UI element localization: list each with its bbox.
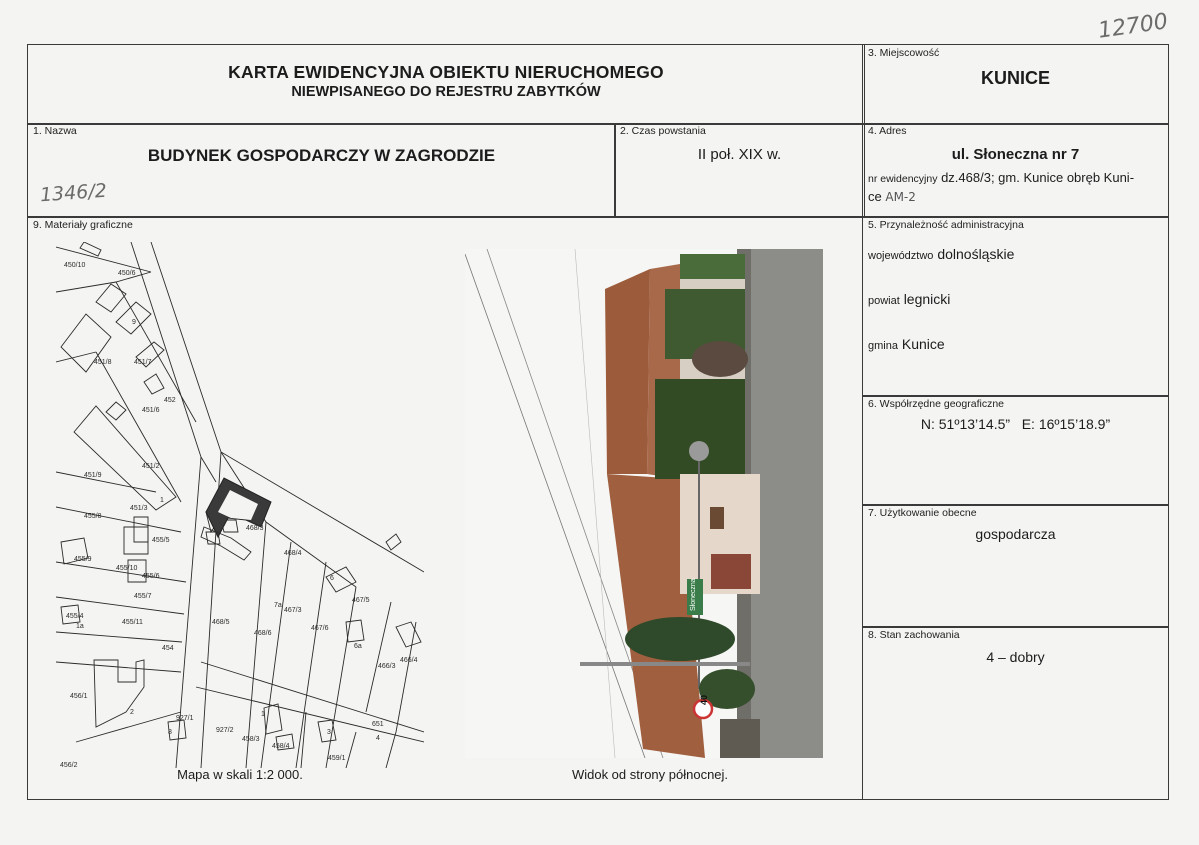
speed-limit-sign: 40	[699, 694, 709, 705]
svg-text:8: 8	[168, 729, 172, 736]
svg-text:467/6: 467/6	[311, 625, 329, 632]
svg-text:468/4: 468/4	[284, 550, 302, 557]
registry-prefix: nr ewidencyjny	[868, 173, 938, 185]
locality-value: KUNICE	[980, 68, 1050, 88]
svg-text:927/2: 927/2	[216, 727, 234, 734]
commune-value: Kunice	[901, 336, 945, 352]
voivodeship-prefix: województwo	[868, 250, 934, 262]
name-value: BUDYNEK GOSPODARCZY W ZAGRODZIE	[147, 146, 496, 165]
address-registry	[868, 169, 1164, 206]
svg-text:451/8: 451/8	[94, 359, 112, 366]
cadastral-map	[56, 242, 424, 768]
svg-text:1: 1	[160, 497, 164, 504]
svg-text:455/4: 455/4	[66, 613, 84, 620]
svg-text:468/6: 468/6	[254, 630, 272, 637]
svg-text:455/9: 455/9	[74, 556, 92, 563]
county-prefix: powiat	[868, 295, 900, 307]
registry-cont: ce	[868, 189, 882, 204]
svg-text:468/3: 468/3	[246, 525, 264, 532]
svg-text:455/11: 455/11	[122, 619, 143, 626]
svg-text:456/1: 456/1	[70, 693, 88, 700]
svg-text:451/7: 451/7	[134, 359, 152, 366]
admin-county	[868, 291, 950, 307]
svg-text:467/5: 467/5	[352, 597, 370, 604]
coords-value: N: 51º13’14.5” E: 16º15’18.9”	[920, 416, 1111, 432]
svg-text:451/2: 451/2	[142, 463, 160, 470]
form-subtitle: NIEWPISANEGO DO REJESTRU ZABYTKÓW	[291, 84, 601, 100]
svg-text:6: 6	[330, 575, 334, 582]
name-box	[27, 123, 616, 218]
photo-caption: Widok od strony północnej.	[571, 767, 729, 782]
date-value: II poł. XIX w.	[697, 146, 782, 163]
handwritten-address-note: AM-2	[885, 190, 916, 204]
svg-text:458/3: 458/3	[242, 736, 260, 743]
date-box	[614, 123, 865, 218]
svg-text:466/3: 466/3	[378, 663, 396, 670]
svg-text:451/9: 451/9	[84, 472, 102, 479]
svg-text:651: 651	[372, 721, 384, 728]
condition-label: 8. Stan zachowania	[868, 629, 960, 641]
admin-label: 5. Przynależność administracyjna	[868, 219, 1024, 231]
street-sign: Słoneczna	[690, 578, 697, 611]
building-photo	[465, 249, 823, 758]
coords-label: 6. Współrzędne geograficzne	[868, 398, 1004, 410]
svg-text:468/5: 468/5	[212, 619, 230, 626]
svg-text:454: 454	[162, 645, 174, 652]
svg-text:451/6: 451/6	[142, 407, 160, 414]
svg-text:1a: 1a	[76, 623, 84, 630]
svg-text:459/1: 459/1	[328, 755, 346, 762]
handwritten-name-note: 1346/2	[39, 179, 108, 207]
locality-label: 3. Miejscowość	[868, 47, 940, 59]
svg-text:452: 452	[164, 397, 176, 404]
svg-text:6a: 6a	[354, 643, 362, 650]
svg-text:458/4: 458/4	[272, 743, 290, 750]
county-value: legnicki	[903, 291, 951, 307]
svg-text:2: 2	[130, 709, 134, 716]
condition-value: 4 – dobry	[986, 649, 1045, 665]
svg-text:4: 4	[376, 735, 380, 742]
svg-text:466/4: 466/4	[400, 657, 418, 664]
form-title: KARTA EWIDENCYJNA OBIEKTU NIERUCHOMEGO	[228, 62, 664, 82]
svg-text:456/2: 456/2	[60, 762, 78, 768]
usage-value: gospodarcza	[975, 526, 1056, 542]
voivodeship-value: dolnośląskie	[937, 246, 1015, 262]
svg-text:451/3: 451/3	[130, 505, 148, 512]
svg-text:9: 9	[132, 319, 136, 326]
svg-text:927/1: 927/1	[176, 715, 194, 722]
svg-text:3: 3	[327, 729, 331, 736]
address-street: ul. Słoneczna nr 7	[951, 146, 1080, 163]
svg-text:455/5: 455/5	[152, 537, 170, 544]
handwritten-number: 12700	[1096, 9, 1170, 44]
map-caption: Mapa w skali 1:2 000.	[177, 767, 303, 782]
svg-text:450/10: 450/10	[64, 262, 86, 269]
coords-box	[862, 395, 1169, 506]
svg-text:450/6: 450/6	[118, 270, 136, 277]
graphics-label: 9. Materiały graficzne	[33, 219, 133, 231]
address-label: 4. Adres	[868, 125, 907, 137]
svg-text:7a: 7a	[274, 602, 282, 609]
usage-box	[862, 504, 1169, 628]
usage-label: 7. Użytkowanie obecne	[868, 507, 977, 519]
svg-text:467/3: 467/3	[284, 607, 302, 614]
svg-text:455/6: 455/6	[142, 573, 160, 580]
svg-text:455/7: 455/7	[134, 593, 152, 600]
name-label: 1. Nazwa	[33, 125, 77, 137]
svg-text:455/8: 455/8	[84, 513, 102, 520]
svg-text:1: 1	[261, 711, 265, 718]
registry-value: dz.468/3; gm. Kunice obręb Kuni-	[941, 170, 1135, 185]
date-label: 2. Czas powstania	[620, 125, 706, 137]
svg-text:455/10: 455/10	[116, 565, 138, 572]
admin-voivodeship	[868, 246, 1014, 262]
commune-prefix: gmina	[868, 340, 898, 352]
admin-commune	[868, 336, 945, 352]
